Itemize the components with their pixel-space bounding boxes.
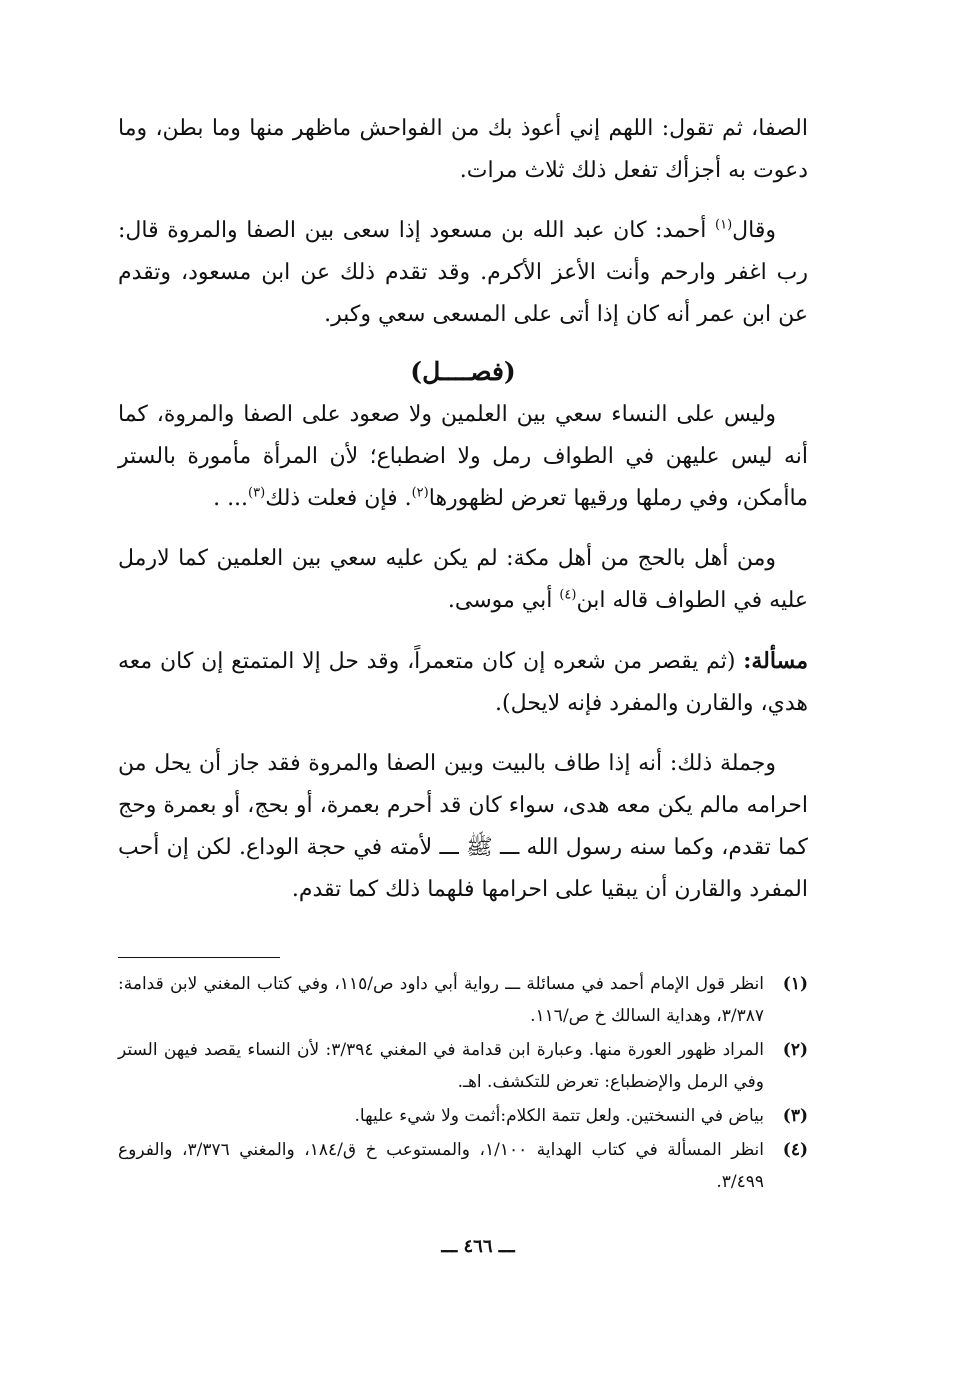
footnote-2 — [118, 1034, 808, 1098]
footnote-ref-4: (٤) — [559, 587, 577, 603]
footnote-1-text: انظر قول الإمام أحمد في مسائلة ـــ رواية أبي داود ص/١١٥، وفي كتاب المغني لابن قدامة: ٣/٣٨٧، وهداية السالك خ ص/١١٦. — [118, 974, 764, 1026]
page-number: ـــ ٤٦٦ ـــ — [441, 1236, 515, 1257]
footnote-4-text: انظر المسألة في كتاب الهداية ١/١٠٠، والمستوعب خ ق/١٨٤، والمغني ٣/٣٧٦، والفروع ٣/٤٩٩. — [118, 1140, 764, 1192]
footnote-divider-wrap — [118, 929, 808, 968]
paragraph-4-text-a: ومن أهل بالحج من أهل مكة: لم يكن عليه سعي بين العلمين كما لارمل عليه في الطواف قاله ابن — [118, 546, 808, 613]
paragraph-5 — [118, 640, 808, 725]
paragraph-1 — [118, 108, 808, 192]
paragraph-1-text: الصفا، ثم تقول: اللهم إني أعوذ بك من الفواحش ماظهر منها وما بطن، وما دعوت به أجزأك تفعل ذلك ثلاث مرات. — [118, 116, 808, 183]
footnote-ref-1: (١) — [715, 217, 733, 233]
footnote-3-text: بياض في النسختين. ولعل تتمة الكلام:أثمت ولا شيء عليها. — [354, 1106, 764, 1126]
footnote-3 — [118, 1100, 808, 1132]
masala-label: مسألة: — [743, 648, 808, 674]
paragraph-4-text-b: أبي موسى. — [447, 588, 560, 613]
footnote-2-number: (٢) — [782, 1040, 808, 1060]
paragraph-3-text-b: . فإن فعلت ذلك — [265, 486, 412, 511]
paragraph-2 — [118, 210, 808, 336]
paragraph-2-text-b: أحمد: كان عبد الله بن مسعود إذا سعى بين الصفا والمروة قال: رب اغفر وارحم وأنت الأعز الأكرم. وقد تقدم ذلك عن ابن مسعود، وتقدم عن ابن عمر أنه كان إذا أتى على المسعى سعي وكبر. — [118, 218, 808, 327]
paragraph-3 — [118, 394, 808, 520]
footnotes — [118, 968, 808, 1198]
footnote-1-number: (١) — [782, 974, 808, 994]
footnote-4-number: (٤) — [782, 1140, 808, 1160]
paragraph-4 — [118, 538, 808, 622]
paragraph-3-text-c: ... . — [213, 486, 249, 511]
paragraph-3-text-a: وليس على النساء سعي بين العلمين ولا صعود على الصفا والمروة، كما أنه ليس عليهن في الطواف رمل ولا اضطباع؛ لأن المرأة مأمورة بالستر ماأمكن، وفي رملها ورقيها تعرض لظهورها — [118, 402, 808, 511]
footnote-ref-3: (٣) — [248, 485, 266, 501]
paragraph-5-text: (ثم يقصر من شعره إن كان متعمراً، وقد حل إلا المتمتع إن كان معه هدي، والقارن والمفرد فإنه لايحل). — [118, 649, 808, 716]
footnote-divider — [118, 957, 280, 958]
page-body — [118, 108, 808, 1200]
paragraph-6 — [118, 743, 808, 911]
footnote-ref-2: (٢) — [411, 485, 429, 501]
paragraph-2-text-a: وقال — [732, 218, 776, 243]
section-heading: (فصــــل) — [410, 357, 516, 386]
footnote-1 — [118, 968, 808, 1032]
paragraph-6-text: وجملة ذلك: أنه إذا طاف بالبيت وبين الصفا والمروة فقد جاز أن يحل من احرامه مالم يكن معه هدى، سواء كان قد أحرم بعمرة، أو بحج، أو بعمرة وحج كما تقدم، وكما سنه رسول الله ـــ ﷺ ـــ لأمته في حجة الوداع. لكن إن أحب المفرد والقارن أن يبقيا على احرامها فلهما ذلك كما تقدم. — [118, 751, 808, 902]
footnote-2-text: المراد ظهور العورة منها. وعبارة ابن قدامة في المغني ٣/٣٩٤: لأن النساء يقصد فيهن الستر وفي الرمل والإضطباع: تعرض للتكشف. اهـ. — [118, 1040, 765, 1092]
footnote-3-number: (٣) — [782, 1106, 808, 1126]
footnote-4 — [118, 1134, 808, 1198]
